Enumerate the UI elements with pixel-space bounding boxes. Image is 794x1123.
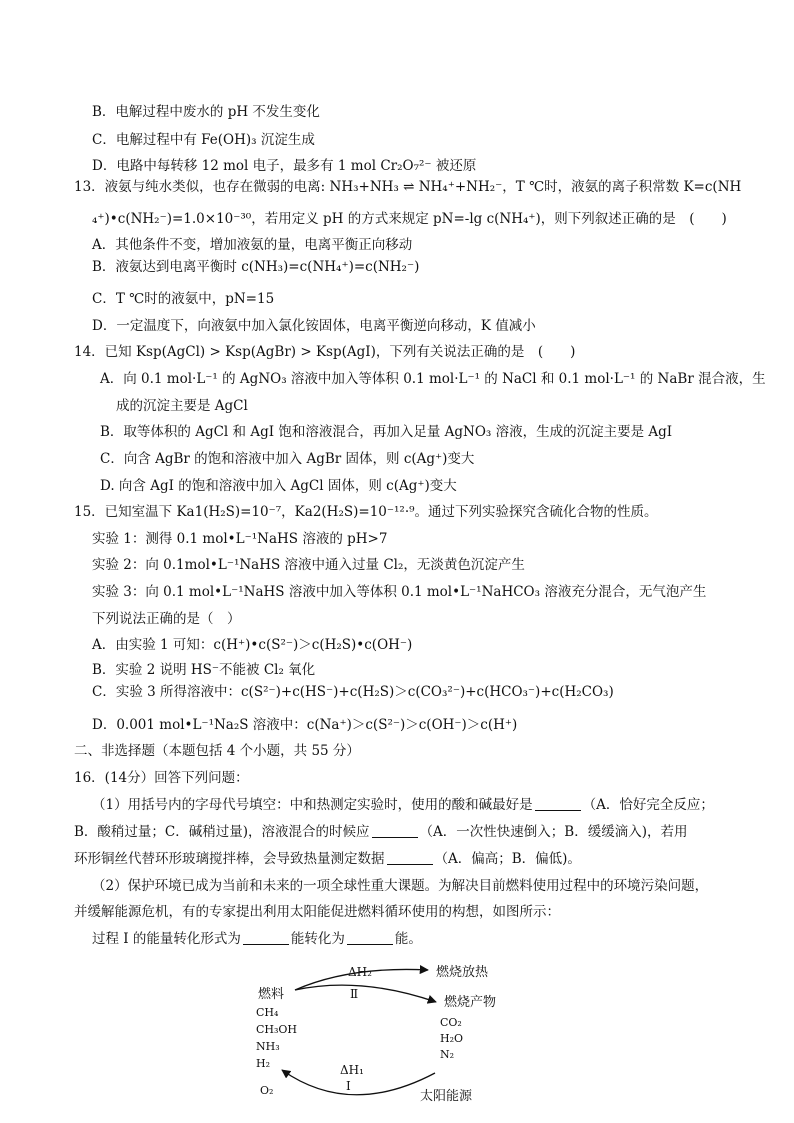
q15-experiment-1: 实验 1：测得 0.1 mol•L⁻¹NaHS 溶液的 pH>7 — [92, 531, 388, 547]
answer-blank-1[interactable] — [535, 797, 581, 811]
q14-option-a-line1: A．向 0.1 mol·L⁻¹ 的 AgNO₃ 溶液中加入等体积 0.1 mol·L⁻¹ 的 NaCl 和 0.1 mol·L⁻¹ 的 NaBr 混合液，生 — [100, 371, 766, 387]
product-n2: N₂ — [440, 1048, 455, 1061]
q16-part3-line — [92, 930, 422, 948]
o2-label: O₂ — [260, 1084, 274, 1097]
q15-question: 下列说法正确的是（ ） — [92, 611, 241, 627]
q12-option-b: B．电解过程中废水的 pH 不发生变化 — [92, 104, 320, 120]
q16-p3-text-a: 过程 I 的能量转化形式为 — [92, 931, 241, 947]
q15-experiment-3: 实验 3：向 0.1 mol•L⁻¹NaHS 溶液中加入等体积 0.1 mol•L⁻¹NaHCO₃ 溶液充分混合，无气泡产生 — [92, 584, 707, 600]
q16-p1-text-c: B．酸稍过量；C．碱稍过量)，溶液混合的时候应 — [74, 824, 370, 840]
q16-p1-text-e: 环形铜丝代替环形玻璃搅拌棒，会导致热量测定数据 — [74, 851, 385, 867]
q14-stem: 14．已知 Ksp(AgCl) > Ksp(AgBr) > Ksp(AgI)，下列有关说法正确的是 ( ) — [74, 344, 576, 360]
fuel-title: 燃料 — [258, 987, 285, 1002]
q16-part2-line1: （2）保护环境已成为当前和未来的一项全球性重大课题。为解决目前燃料使用过程中的环境污染问题， — [92, 878, 709, 894]
section-heading: 二、非选择题（本题包括 4 个小题，共 55 分） — [74, 743, 360, 759]
q14-option-a-line2: 成的沉淀主要是 AgCl — [116, 398, 248, 414]
q15-experiment-2: 实验 2：向 0.1mol•L⁻¹NaHS 溶液中通入过量 Cl₂，无淡黄色沉淀产生 — [92, 557, 525, 573]
release-heat-label: 燃烧放热 — [436, 965, 489, 980]
q16-part1-line2 — [74, 823, 687, 841]
q12-option-d: D．电路中每转移 12 mol 电子，最多有 1 mol Cr₂O₇²⁻ 被还原 — [92, 158, 477, 174]
fuel-h2: H₂ — [256, 1057, 271, 1070]
q16-p1-text-a: （1）用括号内的字母代号填空：中和热测定实验时，使用的酸和碱最好是 — [92, 797, 533, 813]
product-h2o: H₂O — [440, 1032, 464, 1045]
q16-part1-line3 — [74, 850, 581, 868]
fuel-cycle-diagram — [240, 958, 540, 1108]
process-ii-arc-to-products — [295, 985, 436, 1002]
fuel-ch3oh: CH₃OH — [256, 1023, 298, 1036]
q16-p1-text-f: （A．偏高；B．偏低)。 — [434, 851, 581, 867]
answer-blank-2[interactable] — [372, 824, 418, 838]
q16-p3-text-b: 能转化为 — [290, 931, 345, 947]
q15-option-d: D．0.001 mol•L⁻¹Na₂S 溶液中：c(Na⁺)＞c(S²⁻)＞c(OH⁻)＞c(H⁺) — [92, 717, 518, 733]
roman-ii-label: Ⅱ — [350, 987, 359, 1001]
roman-i-label: Ⅰ — [346, 1079, 351, 1093]
fuel-nh3: NH₃ — [256, 1040, 280, 1053]
q13-stem-line2: ₄⁺)•c(NH₂⁻)=1.0×10⁻³⁰，若用定义 pH 的方式来规定 pN=-lg c(NH₄⁺)，则下列叙述正确的是 ( ) — [92, 211, 727, 227]
q14-option-c: C．向含 AgBr 的饱和溶液中加入 AgBr 固体，则 c(Ag⁺)变大 — [100, 451, 475, 467]
q14-option-d: D. 向含 AgI 的饱和溶液中加入 AgCl 固体，则 c(Ag⁺)变大 — [100, 478, 457, 494]
q13-option-b: B．液氨达到电离平衡时 c(NH₃)=c(NH₄⁺)=c(NH₂⁻) — [92, 259, 420, 275]
q12-option-c: C．电解过程中有 Fe(OH)₃ 沉淀生成 — [92, 132, 315, 148]
answer-blank-3[interactable] — [387, 851, 433, 865]
q13-stem-line1: 13．液氨与纯水类似，也存在微弱的电离: NH₃+NH₃ ⇌ NH₄⁺+NH₂⁻，T ℃时，液氨的离子积常数 K=c(NH — [74, 179, 742, 195]
q13-option-d: D．一定温度下，向液氨中加入氯化铵固体，电离平衡逆向移动，K 值减小 — [92, 318, 536, 334]
answer-blank-4[interactable] — [243, 931, 289, 945]
answer-blank-5[interactable] — [347, 931, 393, 945]
products-title: 燃烧产物 — [444, 995, 497, 1010]
q14-option-b: B．取等体积的 AgCl 和 AgI 饱和溶液混合，再加入足量 AgNO₃ 溶液，生成的沉淀主要是 AgI — [100, 424, 673, 440]
q13-option-a: A．其他条件不变，增加液氨的量，电离平衡正向移动 — [92, 237, 413, 253]
q15-stem: 15．已知室温下 Ka1(H₂S)=10⁻⁷，Ka2(H₂S)=10⁻¹²·⁹。通过下列实验探究含硫化合物的性质。 — [74, 504, 658, 520]
product-co2: CO₂ — [440, 1016, 462, 1029]
fuel-ch4: CH₄ — [256, 1006, 279, 1019]
q15-option-c: C．实验 3 所得溶液中：c(S²⁻)+c(HS⁻)+c(H₂S)＞c(CO₃²⁻)+c(HCO₃⁻)+c(H₂CO₃) — [92, 684, 614, 700]
q16-part2-line2: 并缓解能源危机，有的专家提出利用太阳能促进燃料循环使用的构想，如图所示： — [74, 904, 560, 920]
q16-part1-line1 — [92, 796, 714, 814]
q16-p3-text-c: 能。 — [394, 931, 422, 947]
q16-stem: 16．(14分）回答下列问题： — [74, 770, 249, 786]
delta-h1-label: ΔH₁ — [340, 1063, 364, 1077]
delta-h2-label: ΔH₂ — [348, 965, 372, 979]
q15-option-b: B．实验 2 说明 HS⁻不能被 Cl₂ 氧化 — [92, 662, 316, 678]
q16-p1-text-b: （A．恰好完全反应； — [582, 797, 714, 813]
q13-option-c: C．T ℃时的液氨中，pN=15 — [92, 291, 275, 307]
q15-option-a: A．由实验 1 可知：c(H⁺)•c(S²⁻)＞c(H₂S)•c(OH⁻) — [92, 637, 413, 653]
solar-energy-label: 太阳能源 — [420, 1089, 473, 1104]
q16-p1-text-d: （A．一次性快速倒入；B．缓缓滴入)，若用 — [419, 824, 688, 840]
